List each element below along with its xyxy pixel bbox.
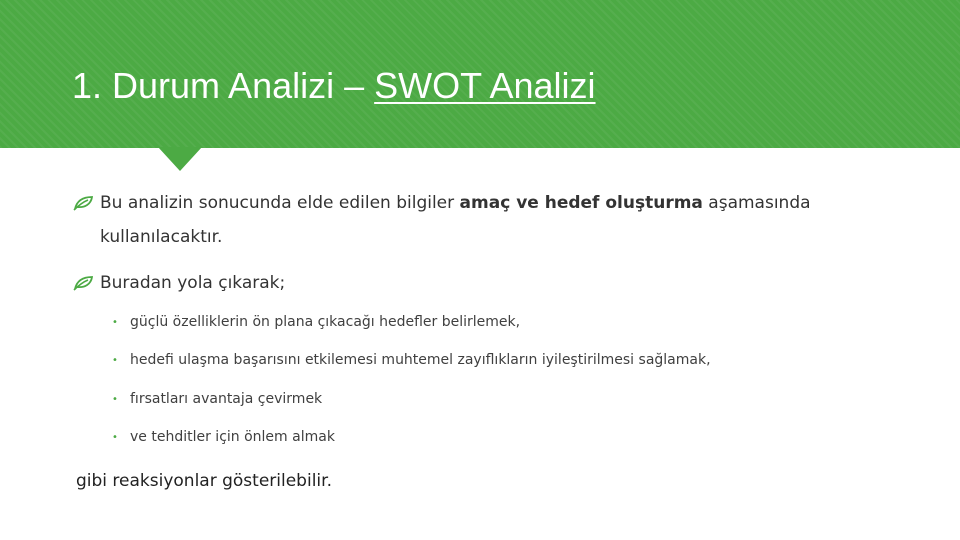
bullet-text-part: Bu analizin sonucunda elde edilen bilgiler bbox=[100, 193, 460, 213]
leaf-icon bbox=[72, 194, 94, 212]
bullet-dot-icon: • bbox=[112, 355, 118, 366]
sub-bullet-text: güçlü özelliklerin ön plana çıkacağı hedefler belirlemek, bbox=[130, 314, 521, 330]
closing-text: gibi reaksiyonlar gösterilebilir. bbox=[76, 471, 332, 491]
sub-bullet-text: hedefi ulaşma başarısını etkilemesi muhtemel zayıflıkların iyileştirilmesi sağlamak, bbox=[130, 352, 711, 368]
bullet-item bbox=[72, 266, 860, 300]
sub-bullet-item bbox=[112, 350, 711, 371]
bullet-text-part: aşamasında kullanılacaktır. bbox=[100, 193, 811, 247]
sub-bullet-item bbox=[112, 389, 322, 410]
bullet-dot-icon: • bbox=[112, 394, 118, 405]
sub-bullet-text: ve tehditler için önlem almak bbox=[130, 429, 335, 445]
sub-bullet-item bbox=[112, 312, 520, 333]
bullet-dot-icon: • bbox=[112, 317, 118, 328]
bullet-text bbox=[72, 186, 860, 254]
title-main: 1. Durum Analizi – bbox=[72, 65, 375, 106]
bullet-dot-icon: • bbox=[112, 432, 118, 443]
title-underlined: SWOT Analizi bbox=[374, 65, 596, 106]
bullet-item bbox=[72, 186, 860, 254]
slide-title bbox=[72, 62, 596, 110]
banner-notch bbox=[158, 147, 202, 171]
leaf-icon bbox=[72, 274, 94, 292]
bullet-text: Buradan yola çıkarak; bbox=[100, 273, 286, 293]
sub-bullet-item bbox=[112, 427, 335, 448]
bullet-text-bold: amaç ve hedef oluşturma bbox=[459, 193, 703, 213]
sub-bullet-text: fırsatları avantaja çevirmek bbox=[130, 391, 323, 407]
